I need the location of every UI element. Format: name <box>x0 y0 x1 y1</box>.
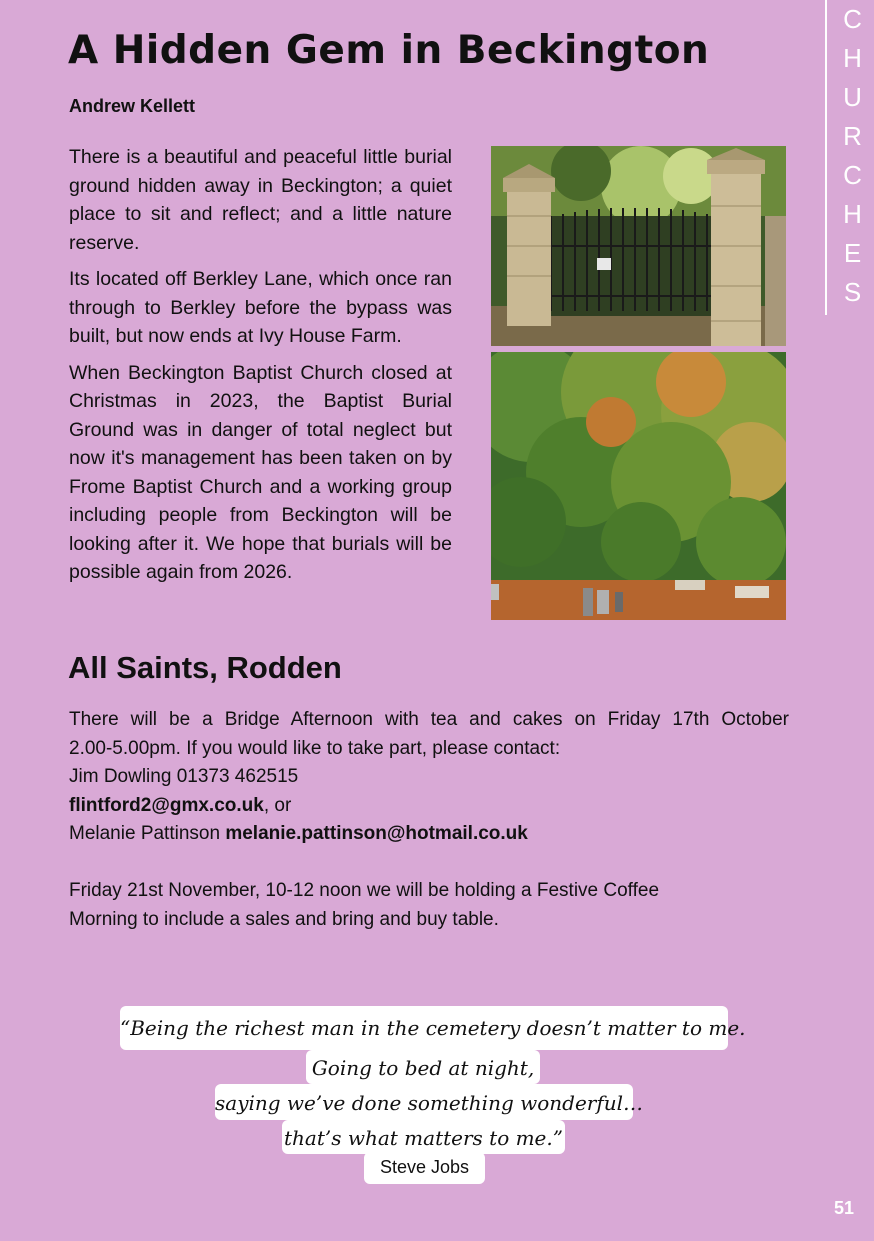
rodden-body <box>69 706 789 934</box>
quote-attribution: Steve Jobs <box>364 1152 485 1184</box>
email-link-flintford[interactable]: flintford2@gmx.co.uk <box>69 794 264 816</box>
contact-melanie <box>69 820 789 849</box>
email-suffix: , or <box>263 794 292 816</box>
burial-ground-trees-photo <box>491 352 786 620</box>
article-body <box>69 143 452 595</box>
rodden-line: There will be a Bridge Afternoon with tea and cakes on Friday 17th October <box>69 709 789 730</box>
section-tab-letter: E <box>843 238 862 268</box>
section-tab-letter: C <box>843 160 862 190</box>
quote-line: “Being the richest man in the cemetery doesn’t matter to me. <box>120 1006 728 1050</box>
section-tab-letter: S <box>843 277 862 307</box>
rodden-event2-line: Morning to include a sales and bring and buy table. <box>69 908 499 930</box>
article-paragraph: Its located off Berkley Lane, which once ran through to Berkley before the bypass was built, but now ends at Ivy House Farm. <box>69 268 452 347</box>
section-tab-letter: H <box>843 43 862 73</box>
email-link-melanie[interactable]: melanie.pattinson@hotmail.co.uk <box>225 823 528 844</box>
rodden-heading: All Saints, Rodden <box>68 650 342 685</box>
burial-ground-gate-photo <box>491 146 786 346</box>
rodden-line: 2.00-5.00pm. If you would like to take part, please contact: <box>69 737 561 759</box>
article-paragraph: When Beckington Baptist Church closed at Christmas in 2023, the Baptist Burial Ground was in danger of total neglect but now it's management has been taken on by Frome Baptist Church and a working group including people from Beckington will be looking after it. We hope that burials will be possible again from 2026. <box>69 361 452 583</box>
contact-jim: Jim Dowling 01373 462515 <box>69 766 299 787</box>
contact-email-line <box>69 792 789 821</box>
article-author: Andrew Kellett <box>69 96 196 116</box>
section-tab-letter: R <box>843 121 862 151</box>
rodden-event2-line: Friday 21st November, 10-12 noon we will be holding a Festive Coffee <box>69 880 660 901</box>
section-tab-letter: C <box>843 4 862 34</box>
section-tab-letter: H <box>843 199 862 229</box>
quote-line: saying we’ve done something wonderful… <box>215 1084 633 1120</box>
section-tab-churches <box>825 0 874 315</box>
quote-line: Going to bed at night, <box>306 1050 540 1084</box>
contact-melanie-name: Melanie Pattinson <box>69 823 226 844</box>
article-title: A Hidden Gem in Beckington <box>68 28 710 73</box>
section-tab-letter: U <box>843 82 862 112</box>
article-paragraph: There is a beautiful and peaceful little burial ground hidden away in Beckington; a quiet place to sit and reflect; and a little nature reserve. <box>69 146 452 254</box>
page-number: 51 <box>833 1198 855 1218</box>
quote-line: that’s what matters to me.” <box>282 1120 565 1154</box>
paragraph-spacer <box>69 849 789 878</box>
